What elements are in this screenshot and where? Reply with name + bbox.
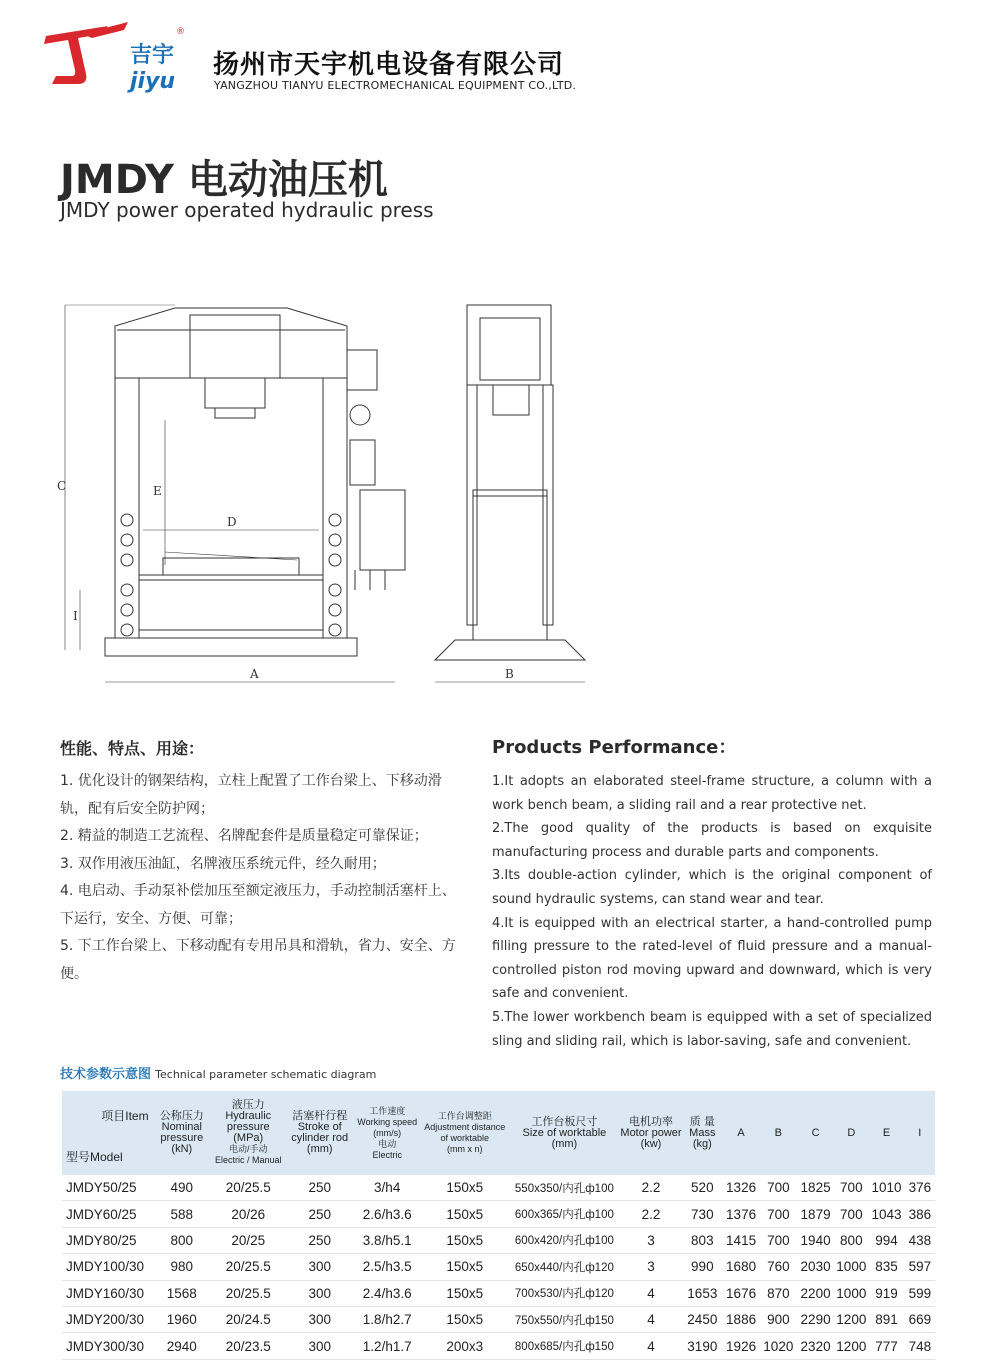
cell-dim-d: 700 xyxy=(834,1175,868,1201)
page-subtitle: JMDY power operated hydraulic press xyxy=(60,198,434,222)
header-dim-i: I xyxy=(905,1091,935,1175)
cell-mass: 730 xyxy=(682,1201,722,1227)
cell-nominal-pressure: 800 xyxy=(153,1227,211,1253)
press-technical-drawing xyxy=(55,290,615,690)
cell-worktable-size: 800x685/内孔ф150 xyxy=(509,1333,620,1359)
cell-dim-i: 386 xyxy=(905,1201,935,1227)
header-working-speed xyxy=(354,1091,420,1175)
company-name-en: YANGZHOU TIANYU ELECTROMECHANICAL EQUIPMENT CO.,LTD. xyxy=(214,79,577,92)
header-text: Mass xyxy=(689,1126,716,1139)
cell-dim-d: 800 xyxy=(834,1227,868,1253)
cell-motor-power: 4 xyxy=(620,1333,682,1359)
header-worktable-size xyxy=(509,1091,620,1175)
cell-adjustment-distance: 150x5 xyxy=(420,1280,509,1306)
cell-stroke: 300 xyxy=(286,1333,354,1359)
table-body xyxy=(62,1175,935,1359)
cell-dim-i: 597 xyxy=(905,1254,935,1280)
cell-dim-e: 835 xyxy=(868,1254,904,1280)
header-text: Motor power xyxy=(620,1126,682,1139)
cell-dim-c: 2200 xyxy=(797,1280,834,1306)
table-row xyxy=(62,1254,935,1280)
cell-mass: 1653 xyxy=(682,1280,722,1306)
cell-hydraulic-pressure: 20/26 xyxy=(211,1201,286,1227)
cell-hydraulic-pressure: 20/23.5 xyxy=(211,1333,286,1359)
header-text: Electric xyxy=(372,1149,402,1160)
cell-dim-i: 748 xyxy=(905,1333,935,1359)
performance-item-en: 4.It is equipped with an electrical starter, a hand-controlled pump filling pressure to the rated-level of fluid pressure and a manual-controlled piston rod moving upward and downward, which is very safe and convenient. xyxy=(492,915,932,1002)
header-text: Electric / Manual xyxy=(214,1155,282,1165)
cell-working-speed: 2.6/h3.6 xyxy=(354,1201,420,1227)
cell-stroke: 250 xyxy=(286,1175,354,1201)
header-adjustment-distance xyxy=(420,1091,509,1175)
cell-motor-power: 3 xyxy=(620,1254,682,1280)
cell-adjustment-distance: 150x5 xyxy=(420,1306,509,1332)
page-title: JMDY 电动油压机 xyxy=(60,157,388,203)
performance-item-cn: 1. 优化设计的钢架结构，立柱上配置了工作台梁上、下移动滑轨，配有后安全防护网； xyxy=(60,773,442,817)
header-mass xyxy=(682,1091,722,1175)
cell-dim-a: 1926 xyxy=(722,1333,759,1359)
cell-working-speed: 2.4/h3.6 xyxy=(354,1280,420,1306)
cell-model: JMDY50/25 xyxy=(62,1175,153,1201)
cell-hydraulic-pressure: 20/25.5 xyxy=(211,1280,286,1306)
header-text: 活塞杆行程 xyxy=(292,1110,348,1122)
header-text: 工作台调整距 xyxy=(437,1111,492,1121)
cell-model: JMDY100/30 xyxy=(62,1254,153,1280)
logo-brand-en: jiyu xyxy=(130,69,176,94)
performance-item-cn: 5. 下工作台梁上、下移动配有专用吊具和滑轨，省力、安全、方便。 xyxy=(60,938,456,982)
cell-working-speed: 3.8/h5.1 xyxy=(354,1227,420,1253)
header-motor-power xyxy=(620,1091,682,1175)
header-text: cylinder rod xyxy=(291,1132,349,1144)
cell-adjustment-distance: 150x5 xyxy=(420,1227,509,1253)
table-title-cn: 技术参数示意图 xyxy=(60,1067,152,1082)
header-text: (kw) xyxy=(640,1137,662,1150)
cell-motor-power: 4 xyxy=(620,1280,682,1306)
dim-label-c: C xyxy=(57,479,67,493)
cell-dim-e: 777 xyxy=(868,1333,904,1359)
performance-heading-en: Products Performance： xyxy=(492,737,737,758)
header-item-model xyxy=(62,1091,153,1175)
cell-nominal-pressure: 2940 xyxy=(153,1333,211,1359)
cell-mass: 520 xyxy=(682,1175,722,1201)
table-row xyxy=(62,1201,935,1227)
dim-label-e: E xyxy=(153,484,162,498)
header-stroke xyxy=(286,1091,354,1175)
cell-dim-e: 994 xyxy=(868,1227,904,1253)
cell-mass: 3190 xyxy=(682,1333,722,1359)
header-text: Stroke of xyxy=(297,1121,342,1133)
cell-adjustment-distance: 150x5 xyxy=(420,1254,509,1280)
cell-dim-d: 700 xyxy=(834,1201,868,1227)
cell-dim-c: 2320 xyxy=(797,1333,834,1359)
dim-label-d: D xyxy=(227,515,237,529)
cell-worktable-size: 600x365/内孔ф100 xyxy=(509,1201,620,1227)
cell-dim-b: 900 xyxy=(760,1306,797,1332)
cell-dim-e: 1043 xyxy=(868,1201,904,1227)
table-row xyxy=(62,1227,935,1253)
cell-adjustment-distance: 200x3 xyxy=(420,1333,509,1359)
header-text: (kN) xyxy=(171,1143,193,1155)
dim-label-i: I xyxy=(73,609,78,623)
cell-working-speed: 2.5/h3.5 xyxy=(354,1254,420,1280)
cell-stroke: 250 xyxy=(286,1227,354,1253)
cell-motor-power: 3 xyxy=(620,1227,682,1253)
header-text: (MPa) xyxy=(233,1132,264,1144)
header-text: Hydraulic xyxy=(225,1110,272,1122)
cell-worktable-size: 700x530/内孔ф120 xyxy=(509,1280,620,1306)
cell-dim-d: 1200 xyxy=(834,1306,868,1332)
cell-stroke: 300 xyxy=(286,1306,354,1332)
performance-list-cn xyxy=(60,768,465,988)
table-title-en: Technical parameter schematic diagram xyxy=(155,1068,377,1081)
header-item: 项目Item xyxy=(101,1109,149,1123)
header-text: (mm/s) xyxy=(373,1127,402,1138)
cell-working-speed: 1.2/h1.7 xyxy=(354,1333,420,1359)
header-text: 液压力 xyxy=(231,1099,265,1111)
cell-hydraulic-pressure: 20/25 xyxy=(211,1227,286,1253)
cell-dim-a: 1415 xyxy=(722,1227,759,1253)
side-view-drawing xyxy=(435,305,585,682)
cell-motor-power: 2.2 xyxy=(620,1201,682,1227)
header-text: Size of worktable xyxy=(522,1126,607,1139)
cell-nominal-pressure: 588 xyxy=(153,1201,211,1227)
header-text: Adjustment distance xyxy=(424,1122,506,1132)
cell-dim-c: 1879 xyxy=(797,1201,834,1227)
performance-item-en: 1.It adopts an elaborated steel-frame structure, a column with a work bench beam, a sliding rail and a rear protective net. xyxy=(492,774,932,813)
header-text: (mm x n) xyxy=(446,1144,483,1154)
cell-dim-i: 376 xyxy=(905,1175,935,1201)
cell-dim-b: 700 xyxy=(760,1201,797,1227)
cell-dim-e: 891 xyxy=(868,1306,904,1332)
performance-item-cn: 3. 双作用液压油缸，名牌液压系统元件，经久耐用； xyxy=(60,855,386,872)
dim-label-b: B xyxy=(505,667,514,681)
cell-dim-a: 1326 xyxy=(722,1175,759,1201)
header-model: 型号Model xyxy=(66,1150,123,1164)
header-text: 电动 xyxy=(378,1138,397,1149)
cell-hydraulic-pressure: 20/25.5 xyxy=(211,1175,286,1201)
company-name-cn: 扬州市天宇机电设备有限公司 xyxy=(213,50,565,80)
cell-hydraulic-pressure: 20/24.5 xyxy=(211,1306,286,1332)
logo-registered-mark: ® xyxy=(176,27,185,37)
cell-dim-d: 1000 xyxy=(834,1254,868,1280)
cell-model: JMDY60/25 xyxy=(62,1201,153,1227)
cell-stroke: 300 xyxy=(286,1280,354,1306)
cell-working-speed: 3/h4 xyxy=(354,1175,420,1201)
performance-heading-cn: 性能、特点、用途： xyxy=(60,739,205,758)
dim-label-a: A xyxy=(250,667,259,681)
logo-brand-cn: 吉宇 xyxy=(130,43,175,68)
cell-dim-e: 1010 xyxy=(868,1175,904,1201)
cell-dim-b: 760 xyxy=(760,1254,797,1280)
cell-dim-c: 2030 xyxy=(797,1254,834,1280)
header-text: (kg) xyxy=(692,1137,712,1150)
cell-adjustment-distance: 150x5 xyxy=(420,1175,509,1201)
cell-dim-i: 669 xyxy=(905,1306,935,1332)
cell-dim-d: 1200 xyxy=(834,1333,868,1359)
cell-model: JMDY200/30 xyxy=(62,1306,153,1332)
header-text: 公称压力 xyxy=(159,1110,204,1122)
company-logo xyxy=(38,18,188,96)
cell-working-speed: 1.8/h2.7 xyxy=(354,1306,420,1332)
header-text: (mm) xyxy=(551,1137,578,1150)
cell-dim-c: 2290 xyxy=(797,1306,834,1332)
cell-mass: 2450 xyxy=(682,1306,722,1332)
cell-dim-a: 1680 xyxy=(722,1254,759,1280)
performance-item-cn: 4. 电启动、手动泵补偿加压至额定液压力，手动控制活塞杆上、下运行，安全、方便、可靠； xyxy=(60,883,456,927)
performance-item-cn: 2. 精益的制造工艺流程、名牌配套件是质量稳定可靠保证； xyxy=(60,828,428,844)
cell-hydraulic-pressure: 20/25.5 xyxy=(211,1254,286,1280)
header-dim-d: D xyxy=(834,1091,868,1175)
cell-dim-d: 1000 xyxy=(834,1280,868,1306)
header-text: pressure xyxy=(160,1132,204,1144)
cell-worktable-size: 550x350/内孔ф100 xyxy=(509,1175,620,1201)
header-dim-b: B xyxy=(760,1091,797,1175)
cell-model: JMDY300/30 xyxy=(62,1333,153,1359)
header-text: Working speed xyxy=(357,1116,418,1127)
header-nominal-pressure xyxy=(153,1091,211,1175)
cell-dim-b: 700 xyxy=(760,1227,797,1253)
header-text: 工作台板尺寸 xyxy=(531,1115,598,1128)
cell-model: JMDY80/25 xyxy=(62,1227,153,1253)
header-text: 电动/手动 xyxy=(228,1144,268,1154)
table-title xyxy=(60,1063,376,1082)
header-dim-c: C xyxy=(797,1091,834,1175)
table-row xyxy=(62,1280,935,1306)
cell-mass: 803 xyxy=(682,1227,722,1253)
performance-item-en: 2.The good quality of the products is based on exquisite manufacturing process and durable parts and components. xyxy=(492,821,932,860)
cell-dim-a: 1886 xyxy=(722,1306,759,1332)
front-view-drawing xyxy=(65,305,405,682)
cell-dim-e: 919 xyxy=(868,1280,904,1306)
header-text: 工作速度 xyxy=(369,1105,406,1116)
header-text: 电机功率 xyxy=(628,1115,673,1128)
cell-model: JMDY160/30 xyxy=(62,1280,153,1306)
performance-list-en xyxy=(492,770,932,1053)
cell-dim-c: 1825 xyxy=(797,1175,834,1201)
cell-nominal-pressure: 1960 xyxy=(153,1306,211,1332)
header-text: 质 量 xyxy=(689,1115,715,1128)
performance-item-en: 3.Its double-action cylinder, which is the original component of sound hydraulic systems, can stand wear and tear. xyxy=(492,868,932,907)
cell-mass: 990 xyxy=(682,1254,722,1280)
cell-dim-a: 1676 xyxy=(722,1280,759,1306)
cell-worktable-size: 650x440/内孔ф120 xyxy=(509,1254,620,1280)
cell-stroke: 300 xyxy=(286,1254,354,1280)
table-row xyxy=(62,1175,935,1201)
header-text: pressure xyxy=(226,1121,270,1133)
cell-dim-i: 438 xyxy=(905,1227,935,1253)
cell-adjustment-distance: 150x5 xyxy=(420,1201,509,1227)
cell-motor-power: 2.2 xyxy=(620,1175,682,1201)
header-text: (mm) xyxy=(306,1143,333,1155)
header-text: Nominal xyxy=(161,1121,202,1133)
table-row xyxy=(62,1306,935,1332)
cell-nominal-pressure: 980 xyxy=(153,1254,211,1280)
cell-dim-a: 1376 xyxy=(722,1201,759,1227)
cell-dim-b: 870 xyxy=(760,1280,797,1306)
cell-dim-b: 1020 xyxy=(760,1333,797,1359)
cell-nominal-pressure: 1568 xyxy=(153,1280,211,1306)
cell-dim-b: 700 xyxy=(760,1175,797,1201)
header-dim-e: E xyxy=(868,1091,904,1175)
cell-dim-i: 599 xyxy=(905,1280,935,1306)
performance-item-en: 5.The lower workbench beam is equipped with a set of specialized sling and sliding rail, which is labor-saving, safe and convenient. xyxy=(492,1009,932,1049)
cell-motor-power: 4 xyxy=(620,1306,682,1332)
cell-nominal-pressure: 490 xyxy=(153,1175,211,1201)
cell-worktable-size: 600x420/内孔ф100 xyxy=(509,1227,620,1253)
header-hydraulic-pressure xyxy=(211,1091,286,1175)
cell-worktable-size: 750x550/内孔ф150 xyxy=(509,1306,620,1332)
cell-dim-c: 1940 xyxy=(797,1227,834,1253)
table-header-row xyxy=(62,1091,935,1175)
table-row xyxy=(62,1333,935,1359)
cell-stroke: 250 xyxy=(286,1201,354,1227)
header-text: of worktable xyxy=(440,1133,489,1143)
parameter-table xyxy=(62,1091,935,1360)
header-dim-a: A xyxy=(722,1091,759,1175)
